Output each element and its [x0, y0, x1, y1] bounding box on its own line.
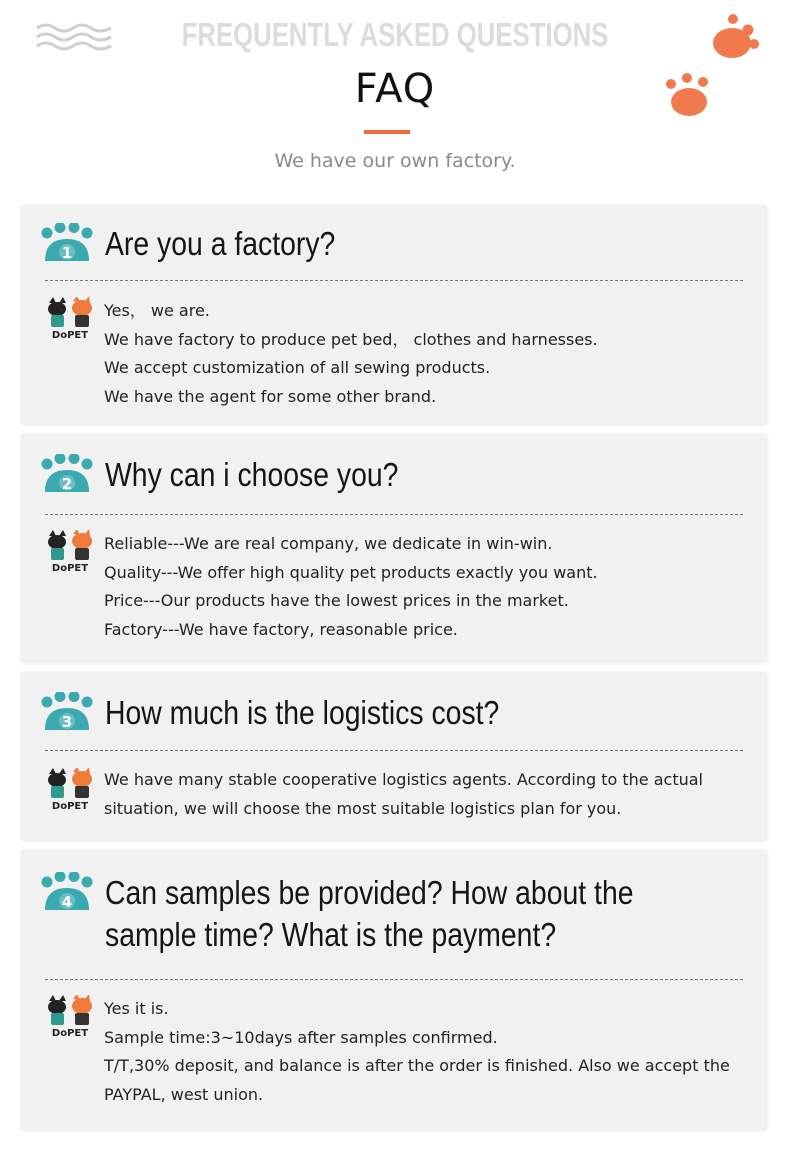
paw-print-icon	[663, 72, 715, 118]
dopet-logo	[45, 995, 95, 1039]
dopet-logo	[45, 768, 95, 812]
dashed-divider	[45, 280, 743, 281]
question-title: Can samples be provided? How about the sample time? What is the payment?	[105, 874, 634, 953]
faq-card	[21, 205, 767, 425]
answer-list	[104, 297, 737, 411]
accent-underline	[364, 130, 410, 134]
answer-line: We have the agent for some other brand.	[104, 386, 437, 406]
question-title: Are you a factory?	[105, 225, 336, 262]
dashed-divider	[45, 750, 743, 751]
dashed-divider	[45, 979, 743, 980]
svg-text:DoPET: DoPET	[51, 563, 89, 574]
paw-print-icon	[710, 12, 762, 62]
answer-line: Price---Our products have the lowest prices in the market.	[104, 591, 569, 610]
dopet-logo	[45, 297, 95, 341]
faq-card	[21, 850, 767, 1131]
question-title: Why can i choose you?	[105, 456, 399, 493]
svg-text:4: 4	[61, 893, 73, 911]
faq-card	[21, 672, 767, 841]
faq-card	[21, 434, 767, 663]
answer-line: Yes it is.	[104, 999, 169, 1018]
answer-list	[104, 995, 737, 1109]
svg-text:DoPET: DoPET	[51, 1028, 89, 1039]
answer-line: We have many stable cooperative logistics agents. According to the actual situation, we will choose the most suitable logistics plan for you.	[104, 770, 703, 818]
question-title: How much is the logistics cost?	[105, 694, 500, 731]
svg-text:DoPET: DoPET	[51, 330, 89, 341]
answer-line: Reliable---We are real company, we dedicate in win-win.	[104, 534, 553, 553]
dopet-logo	[45, 530, 95, 574]
answer-line: We have factory to produce pet bed， clothes and harnesses.	[104, 329, 598, 349]
svg-text:3: 3	[61, 713, 73, 731]
answer-list	[104, 530, 737, 644]
answer-list	[104, 766, 737, 823]
answer-line: Quality---We offer high quality pet products exactly you want.	[104, 562, 598, 582]
numbered-paw-icon	[39, 454, 95, 498]
answer-line: Sample time:3~10days after samples confirmed.	[104, 1027, 498, 1047]
page-title: FAQ	[354, 66, 436, 112]
numbered-paw-icon	[39, 223, 95, 267]
section-super-title: FREQUENTLY ASKED QUESTIONS	[181, 16, 609, 53]
svg-text:2: 2	[61, 475, 73, 493]
answer-line: Yes， we are.	[104, 301, 210, 320]
numbered-paw-icon	[39, 872, 95, 916]
svg-text:1: 1	[61, 244, 73, 262]
faq-header	[0, 0, 790, 200]
svg-text:DoPET: DoPET	[51, 801, 89, 812]
page-subtitle: We have our own factory.	[274, 150, 516, 172]
answer-line: Factory---We have factory, reasonable price.	[104, 619, 458, 639]
answer-line: T/T,30% deposit, and balance is after the order is finished. Also we accept the PAYPAL, west union.	[104, 1056, 730, 1104]
dashed-divider	[45, 514, 743, 515]
answer-line: We accept customization of all sewing products.	[104, 358, 491, 377]
numbered-paw-icon	[39, 692, 95, 736]
